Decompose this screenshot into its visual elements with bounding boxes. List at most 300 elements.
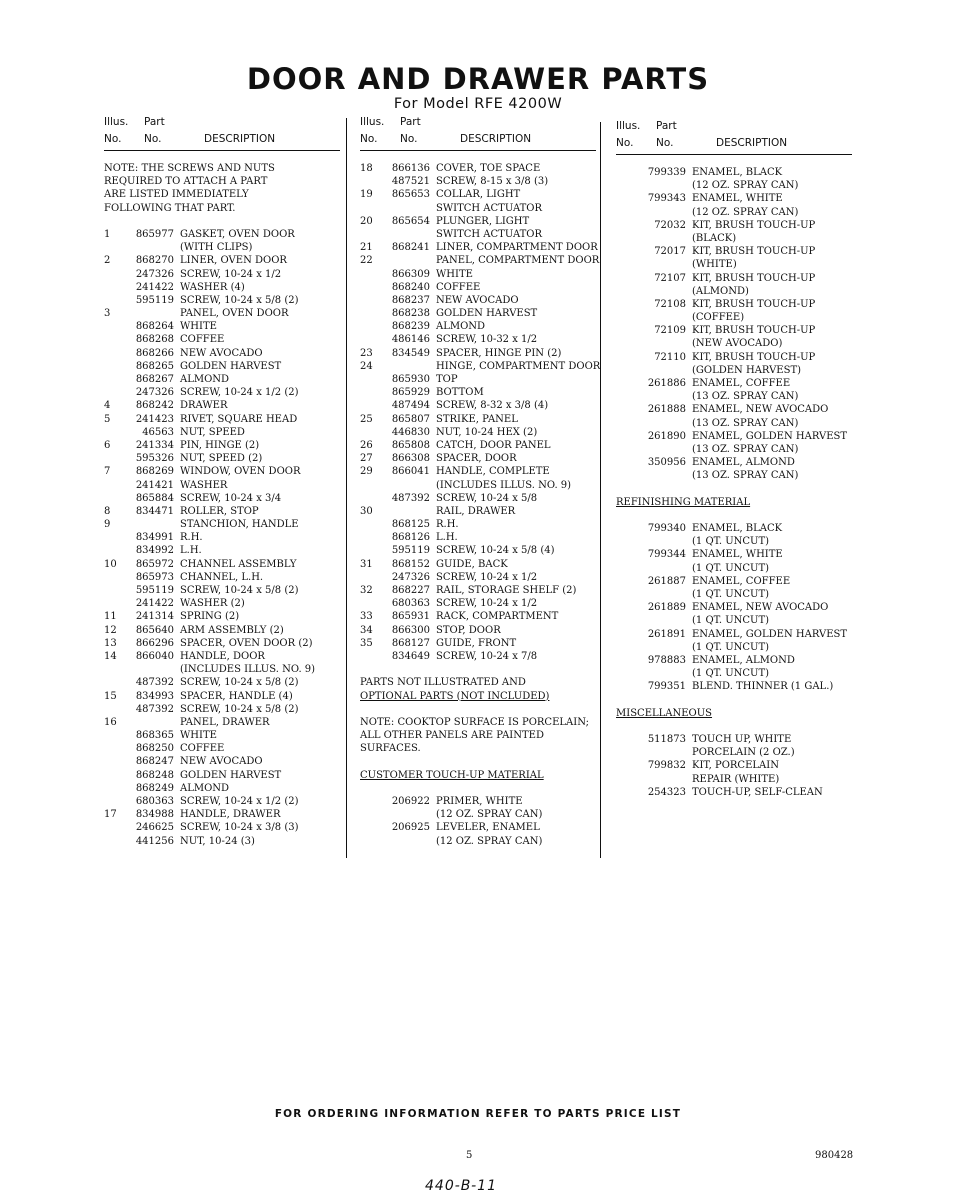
part-number: 868242 bbox=[135, 400, 174, 412]
part-description: PLUNGER, LIGHT bbox=[436, 215, 530, 227]
part-row bbox=[360, 795, 596, 808]
illus-number: 17 bbox=[104, 809, 117, 821]
part-row bbox=[104, 610, 340, 623]
part-number: 72032 bbox=[654, 219, 686, 231]
part-number: 834991 bbox=[135, 532, 174, 544]
part-number: 799351 bbox=[647, 681, 686, 693]
part-row bbox=[104, 347, 340, 360]
part-row bbox=[360, 597, 596, 610]
part-row bbox=[104, 597, 340, 610]
part-number: 978883 bbox=[647, 654, 686, 666]
part-number: 241314 bbox=[135, 611, 174, 623]
part-description: SCREW, 10-24 x 5/8 (2) bbox=[180, 677, 299, 689]
part-description: COVER, TOE SPACE bbox=[436, 163, 541, 174]
part-number: 865931 bbox=[391, 611, 430, 623]
part-description: WASHER (2) bbox=[180, 598, 245, 610]
part-description: STANCHION, HANDLE bbox=[180, 519, 299, 531]
part-number: 866040 bbox=[135, 650, 174, 662]
part-number: 247326 bbox=[135, 387, 174, 399]
illus-number: 9 bbox=[104, 519, 111, 531]
part-description: SCREW, 10-24 x 3/4 bbox=[180, 492, 282, 504]
part-number: 241423 bbox=[135, 413, 174, 425]
part-description: (13 OZ. SPRAY CAN) bbox=[692, 417, 799, 429]
part-row bbox=[616, 417, 852, 430]
part-row bbox=[104, 769, 340, 782]
part-description: COFFEE bbox=[436, 281, 481, 293]
part-number: 261886 bbox=[647, 378, 686, 389]
part-row bbox=[360, 294, 596, 307]
part-description: (INCLUDES ILLUS. NO. 9) bbox=[180, 664, 316, 676]
part-description: R.H. bbox=[436, 519, 459, 531]
column-divider bbox=[346, 118, 347, 858]
part-number: 868239 bbox=[391, 321, 430, 333]
part-row bbox=[616, 403, 852, 416]
part-description: SWITCH ACTUATOR bbox=[436, 228, 543, 240]
note-text: PARTS NOT ILLUSTRATED AND bbox=[360, 677, 526, 689]
part-description: NUT, SPEED (2) bbox=[180, 453, 263, 465]
part-row bbox=[360, 637, 596, 650]
part-description: SCREW, 10-24 x 1/2 (2) bbox=[180, 387, 299, 399]
header-rule bbox=[360, 150, 596, 151]
part-description: BLEND. THINNER (1 GAL.) bbox=[692, 681, 834, 693]
illus-number: 27 bbox=[360, 453, 373, 465]
part-row bbox=[616, 443, 852, 456]
part-row bbox=[104, 307, 340, 320]
part-number: 206922 bbox=[391, 796, 430, 807]
part-description: RAIL, DRAWER bbox=[436, 505, 516, 517]
illus-number: 7 bbox=[104, 466, 111, 478]
part-description: SCREW, 8-32 x 3/8 (4) bbox=[436, 400, 549, 412]
part-row bbox=[360, 769, 596, 782]
part-row bbox=[360, 479, 596, 492]
part-description: PRIMER, WHITE bbox=[436, 796, 523, 807]
part-number: 868241 bbox=[391, 242, 430, 254]
part-number: 441256 bbox=[135, 835, 174, 847]
part-number: 46563 bbox=[142, 426, 174, 438]
part-number: 595119 bbox=[135, 585, 174, 596]
page-number: 5 bbox=[466, 1150, 473, 1161]
part-row bbox=[616, 562, 852, 575]
part-row bbox=[104, 254, 340, 267]
part-row bbox=[360, 808, 596, 821]
part-description: PANEL, OVEN DOOR bbox=[180, 308, 289, 320]
part-number: 834549 bbox=[391, 347, 430, 359]
part-description: ENAMEL, NEW AVOCADO bbox=[692, 602, 829, 614]
column-header bbox=[104, 114, 340, 150]
part-row bbox=[360, 676, 596, 689]
part-row bbox=[104, 531, 340, 544]
part-row bbox=[616, 575, 852, 588]
part-row bbox=[360, 716, 596, 729]
part-number: 486146 bbox=[391, 334, 430, 346]
part-number: 868270 bbox=[135, 255, 174, 267]
part-number: 487392 bbox=[391, 492, 430, 504]
part-description: SPACER, DOOR bbox=[436, 453, 517, 465]
handwritten-note: 440-B-11 bbox=[425, 1178, 497, 1194]
part-row bbox=[360, 571, 596, 584]
part-row bbox=[360, 188, 596, 201]
part-row bbox=[360, 558, 596, 571]
part-row bbox=[104, 333, 340, 346]
part-description: ENAMEL, WHITE bbox=[692, 549, 783, 561]
part-number: 799832 bbox=[647, 760, 686, 772]
part-row bbox=[616, 773, 852, 786]
part-number: 868365 bbox=[135, 730, 174, 742]
illus-no-label: No. bbox=[104, 133, 122, 145]
part-row bbox=[104, 835, 340, 848]
part-description: BOTTOM bbox=[436, 387, 484, 399]
part-description: (1 QT. UNCUT) bbox=[692, 668, 770, 680]
part-row bbox=[360, 835, 596, 848]
part-description: KIT, BRUSH TOUCH-UP bbox=[692, 219, 816, 231]
part-number: 866300 bbox=[391, 624, 430, 636]
part-row bbox=[360, 228, 596, 241]
part-row bbox=[360, 373, 596, 386]
part-row bbox=[360, 215, 596, 228]
part-row bbox=[104, 162, 340, 175]
part-description: SCREW, 10-24 x 5/8 (2) bbox=[180, 294, 299, 306]
part-row bbox=[104, 268, 340, 281]
part-description: SCREW, 10-24 x 1/2 bbox=[180, 268, 282, 280]
parts-list bbox=[104, 162, 340, 848]
part-description: ENAMEL, ALMOND bbox=[692, 654, 795, 666]
part-row bbox=[616, 285, 852, 298]
column-header bbox=[616, 118, 852, 154]
header-rule bbox=[616, 154, 852, 155]
description-label: DESCRIPTION bbox=[204, 133, 276, 145]
part-row bbox=[104, 373, 340, 386]
part-row bbox=[104, 426, 340, 439]
part-description: SPACER, HINGE PIN (2) bbox=[436, 347, 562, 359]
part-description: REPAIR (WHITE) bbox=[692, 773, 780, 785]
description-label: DESCRIPTION bbox=[460, 133, 532, 145]
note-text: REQUIRED TO ATTACH A PART bbox=[104, 176, 268, 188]
part-row bbox=[360, 426, 596, 439]
part-number: 868247 bbox=[135, 756, 174, 768]
description-label: DESCRIPTION bbox=[716, 137, 788, 149]
part-number: 261891 bbox=[647, 628, 686, 640]
part-row bbox=[616, 601, 852, 614]
part-description: RACK, COMPARTMENT bbox=[436, 611, 559, 623]
part-row bbox=[616, 219, 852, 232]
part-description: (NEW AVOCADO) bbox=[692, 338, 783, 350]
part-number: 241422 bbox=[135, 281, 174, 293]
part-row bbox=[360, 492, 596, 505]
illus-number: 19 bbox=[360, 189, 373, 201]
part-description: (12 OZ. SPRAY CAN) bbox=[436, 809, 543, 821]
part-description: SPACER, HANDLE (4) bbox=[180, 690, 293, 702]
part-description: (GOLDEN HARVEST) bbox=[692, 364, 802, 376]
page-subtitle: For Model RFE 4200W bbox=[393, 96, 563, 112]
note-text: SURFACES. bbox=[360, 743, 421, 755]
part-row bbox=[360, 347, 596, 360]
note-text: FOLLOWING THAT PART. bbox=[104, 202, 236, 214]
part-description: COFFEE bbox=[180, 334, 225, 346]
part-row bbox=[360, 610, 596, 623]
part-description: SCREW, 10-24 x 1/2 bbox=[436, 571, 538, 583]
part-row bbox=[616, 166, 852, 179]
part-number: 868248 bbox=[135, 769, 174, 781]
part-row bbox=[360, 650, 596, 663]
part-description: SCREW, 10-24 x 7/8 bbox=[436, 650, 538, 662]
part-description: (1 QT. UNCUT) bbox=[692, 615, 770, 627]
part-description: (1 QT. UNCUT) bbox=[692, 589, 770, 600]
part-row bbox=[360, 241, 596, 254]
part-row bbox=[360, 386, 596, 399]
part-row bbox=[104, 690, 340, 703]
part-description: NUT, 10-24 (3) bbox=[180, 835, 255, 847]
part-row bbox=[616, 628, 852, 641]
part-number: 206925 bbox=[391, 822, 430, 834]
part-number: 446830 bbox=[391, 426, 430, 438]
part-description: STRIKE, PANEL bbox=[436, 413, 518, 425]
part-description: (1 QT. UNCUT) bbox=[692, 641, 770, 653]
part-row bbox=[360, 413, 596, 426]
part-number: 868227 bbox=[391, 585, 430, 596]
illus-number: 25 bbox=[360, 413, 373, 425]
part-number: 247326 bbox=[391, 571, 430, 583]
part-row bbox=[104, 663, 340, 676]
part-row bbox=[104, 479, 340, 492]
part-row bbox=[104, 755, 340, 768]
part-number: 834992 bbox=[135, 545, 174, 557]
part-row bbox=[616, 707, 852, 720]
part-number: 247326 bbox=[135, 268, 174, 280]
parts-list bbox=[616, 166, 852, 799]
part-row bbox=[104, 544, 340, 557]
part-no-label: No. bbox=[144, 133, 162, 145]
part-description: HANDLE, DRAWER bbox=[180, 809, 281, 821]
part-row bbox=[104, 624, 340, 637]
part-number: 799343 bbox=[647, 193, 686, 205]
part-description: TOP bbox=[436, 374, 458, 385]
part-row bbox=[360, 333, 596, 346]
part-row bbox=[616, 720, 852, 733]
part-number: 241422 bbox=[135, 598, 174, 610]
part-description: (1 QT. UNCUT) bbox=[692, 536, 770, 548]
part-row bbox=[360, 782, 596, 795]
illus-number: 11 bbox=[104, 611, 117, 623]
parts-column-1 bbox=[104, 114, 340, 848]
part-description: (INCLUDES ILLUS. NO. 9) bbox=[436, 479, 572, 491]
part-row bbox=[616, 535, 852, 548]
part-number: 868250 bbox=[135, 743, 174, 755]
part-description: SPRING (2) bbox=[180, 611, 240, 623]
part-row bbox=[360, 544, 596, 557]
part-number: 866296 bbox=[135, 637, 174, 649]
illus-number: 10 bbox=[104, 558, 117, 570]
part-description: RAIL, STORAGE SHELF (2) bbox=[436, 585, 577, 596]
part-row bbox=[616, 786, 852, 799]
part-number: 261889 bbox=[647, 602, 686, 614]
part-row bbox=[104, 808, 340, 821]
part-description: ARM ASSEMBLY (2) bbox=[180, 624, 284, 636]
part-number: 865972 bbox=[135, 558, 174, 570]
illus-label: Illus. bbox=[104, 116, 129, 128]
part-description: GASKET, OVEN DOOR bbox=[180, 228, 295, 240]
part-number: 241421 bbox=[135, 479, 174, 491]
note-text: CUSTOMER TOUCH-UP MATERIAL bbox=[360, 769, 544, 781]
part-number: 866308 bbox=[391, 453, 430, 465]
illus-number: 34 bbox=[360, 624, 373, 636]
part-description: NUT, SPEED bbox=[180, 426, 245, 438]
part-row bbox=[104, 518, 340, 531]
part-description: KIT, BRUSH TOUCH-UP bbox=[692, 298, 816, 310]
part-description: (12 OZ. SPRAY CAN) bbox=[692, 206, 799, 218]
part-row bbox=[104, 676, 340, 689]
part-number: 241334 bbox=[135, 439, 174, 451]
part-description: PANEL, COMPARTMENT DOOR bbox=[436, 255, 600, 267]
page-title: DOOR AND DRAWER PARTS bbox=[246, 62, 710, 96]
part-description: (13 OZ. SPRAY CAN) bbox=[692, 470, 799, 482]
part-description: (BLACK) bbox=[692, 232, 737, 244]
part-number: 595119 bbox=[391, 545, 430, 557]
part-number: 865973 bbox=[135, 571, 174, 583]
part-row bbox=[104, 320, 340, 333]
illus-number: 2 bbox=[104, 255, 111, 267]
part-row bbox=[360, 531, 596, 544]
part-row bbox=[360, 518, 596, 531]
part-description: WHITE bbox=[436, 268, 473, 280]
part-row bbox=[616, 192, 852, 205]
part-number: 595326 bbox=[135, 453, 174, 465]
part-description: KIT, BRUSH TOUCH-UP bbox=[692, 246, 816, 258]
note-text: NOTE: THE SCREWS AND NUTS bbox=[104, 163, 275, 174]
illus-number: 3 bbox=[104, 308, 111, 320]
part-number: 350956 bbox=[647, 457, 686, 469]
part-description: ALMOND bbox=[180, 782, 230, 794]
part-description: KIT, BRUSH TOUCH-UP bbox=[692, 272, 816, 284]
illus-number: 14 bbox=[104, 650, 117, 662]
part-description: L.H. bbox=[436, 532, 458, 544]
part-row bbox=[360, 584, 596, 597]
part-description: SCREW, 10-24 x 5/8 bbox=[436, 492, 538, 504]
part-number: 868127 bbox=[391, 637, 430, 649]
part-row bbox=[104, 465, 340, 478]
part-description: (12 OZ. SPRAY CAN) bbox=[436, 835, 543, 847]
part-row bbox=[104, 505, 340, 518]
part-row bbox=[360, 360, 601, 373]
part-number: 834649 bbox=[391, 650, 430, 662]
part-row bbox=[104, 215, 340, 228]
part-row bbox=[104, 492, 340, 505]
part-description: CATCH, DOOR PANEL bbox=[436, 439, 551, 451]
part-number: 834988 bbox=[135, 809, 174, 821]
part-description: SCREW, 10-24 x 1/2 (2) bbox=[180, 796, 299, 807]
part-number: 865884 bbox=[135, 492, 174, 504]
part-number: 865640 bbox=[135, 624, 174, 636]
part-number: 261888 bbox=[647, 404, 686, 416]
part-row bbox=[616, 456, 852, 469]
illus-number: 31 bbox=[360, 558, 373, 570]
illus-label: Illus. bbox=[616, 120, 641, 132]
illus-number: 8 bbox=[104, 505, 111, 517]
part-number: 868126 bbox=[391, 532, 430, 544]
part-description: LINER, COMPARTMENT DOOR bbox=[436, 242, 598, 254]
part-row bbox=[616, 614, 852, 627]
part-row bbox=[360, 268, 596, 281]
part-description: SWITCH ACTUATOR bbox=[436, 202, 543, 214]
part-row bbox=[616, 759, 852, 772]
part-description: SPACER, OVEN DOOR (2) bbox=[180, 637, 313, 649]
part-description: TOUCH UP, WHITE bbox=[692, 734, 792, 746]
part-row bbox=[104, 795, 340, 808]
part-row bbox=[104, 281, 340, 294]
part-row bbox=[616, 694, 852, 707]
illus-number: 4 bbox=[104, 400, 111, 412]
part-row bbox=[616, 351, 852, 364]
part-row bbox=[616, 245, 852, 258]
illus-label: Illus. bbox=[360, 116, 385, 128]
part-number: 834993 bbox=[135, 690, 174, 702]
part-number: 866041 bbox=[391, 466, 430, 478]
part-row bbox=[360, 281, 596, 294]
part-row bbox=[616, 680, 852, 693]
part-description: LINER, OVEN DOOR bbox=[180, 255, 287, 267]
illus-number: 21 bbox=[360, 242, 373, 254]
part-row bbox=[104, 703, 340, 716]
part-row bbox=[616, 298, 852, 311]
part-label: Part bbox=[144, 116, 165, 128]
illus-number: 13 bbox=[104, 637, 117, 649]
part-no-label: No. bbox=[400, 133, 418, 145]
part-description: NEW AVOCADO bbox=[436, 294, 519, 306]
part-number: 487494 bbox=[391, 400, 430, 412]
part-row bbox=[360, 452, 596, 465]
part-description: ENAMEL, BLACK bbox=[692, 167, 783, 178]
part-row bbox=[104, 742, 340, 755]
part-description: SCREW, 10-24 x 5/8 (2) bbox=[180, 703, 299, 715]
part-description: ENAMEL, ALMOND bbox=[692, 457, 795, 469]
part-row bbox=[616, 654, 852, 667]
part-description: PANEL, DRAWER bbox=[180, 716, 270, 728]
part-description: SCREW, 10-32 x 1/2 bbox=[436, 334, 538, 346]
illus-number: 35 bbox=[360, 637, 373, 649]
part-number: 487392 bbox=[135, 677, 174, 689]
part-description: HANDLE, COMPLETE bbox=[436, 466, 550, 478]
illus-number: 22 bbox=[360, 255, 373, 267]
part-row bbox=[616, 469, 852, 482]
part-description: CHANNEL, L.H. bbox=[180, 571, 264, 583]
note-text: ALL OTHER PANELS ARE PAINTED bbox=[360, 730, 544, 742]
illus-number: 33 bbox=[360, 611, 373, 623]
illus-number: 12 bbox=[104, 624, 117, 636]
part-row bbox=[104, 650, 340, 663]
part-description: WHITE bbox=[180, 730, 217, 742]
illus-number: 30 bbox=[360, 505, 373, 517]
part-number: 680363 bbox=[135, 796, 174, 807]
part-row bbox=[616, 390, 852, 403]
part-row bbox=[616, 667, 852, 680]
part-description: ENAMEL, BLACK bbox=[692, 523, 783, 535]
part-description: NEW AVOCADO bbox=[180, 756, 263, 768]
illus-number: 18 bbox=[360, 163, 373, 174]
part-number: 865807 bbox=[391, 413, 430, 425]
part-number: 72109 bbox=[654, 325, 686, 337]
part-row bbox=[616, 364, 852, 377]
part-row bbox=[616, 496, 852, 509]
part-number: 865977 bbox=[135, 228, 174, 240]
part-row bbox=[360, 742, 596, 755]
part-description: (13 OZ. SPRAY CAN) bbox=[692, 443, 799, 455]
part-row bbox=[360, 465, 596, 478]
part-row bbox=[104, 241, 340, 254]
part-number: 866309 bbox=[391, 268, 430, 280]
part-row bbox=[360, 399, 596, 412]
part-row bbox=[104, 571, 340, 584]
part-row bbox=[104, 584, 340, 597]
column-header bbox=[360, 114, 596, 150]
